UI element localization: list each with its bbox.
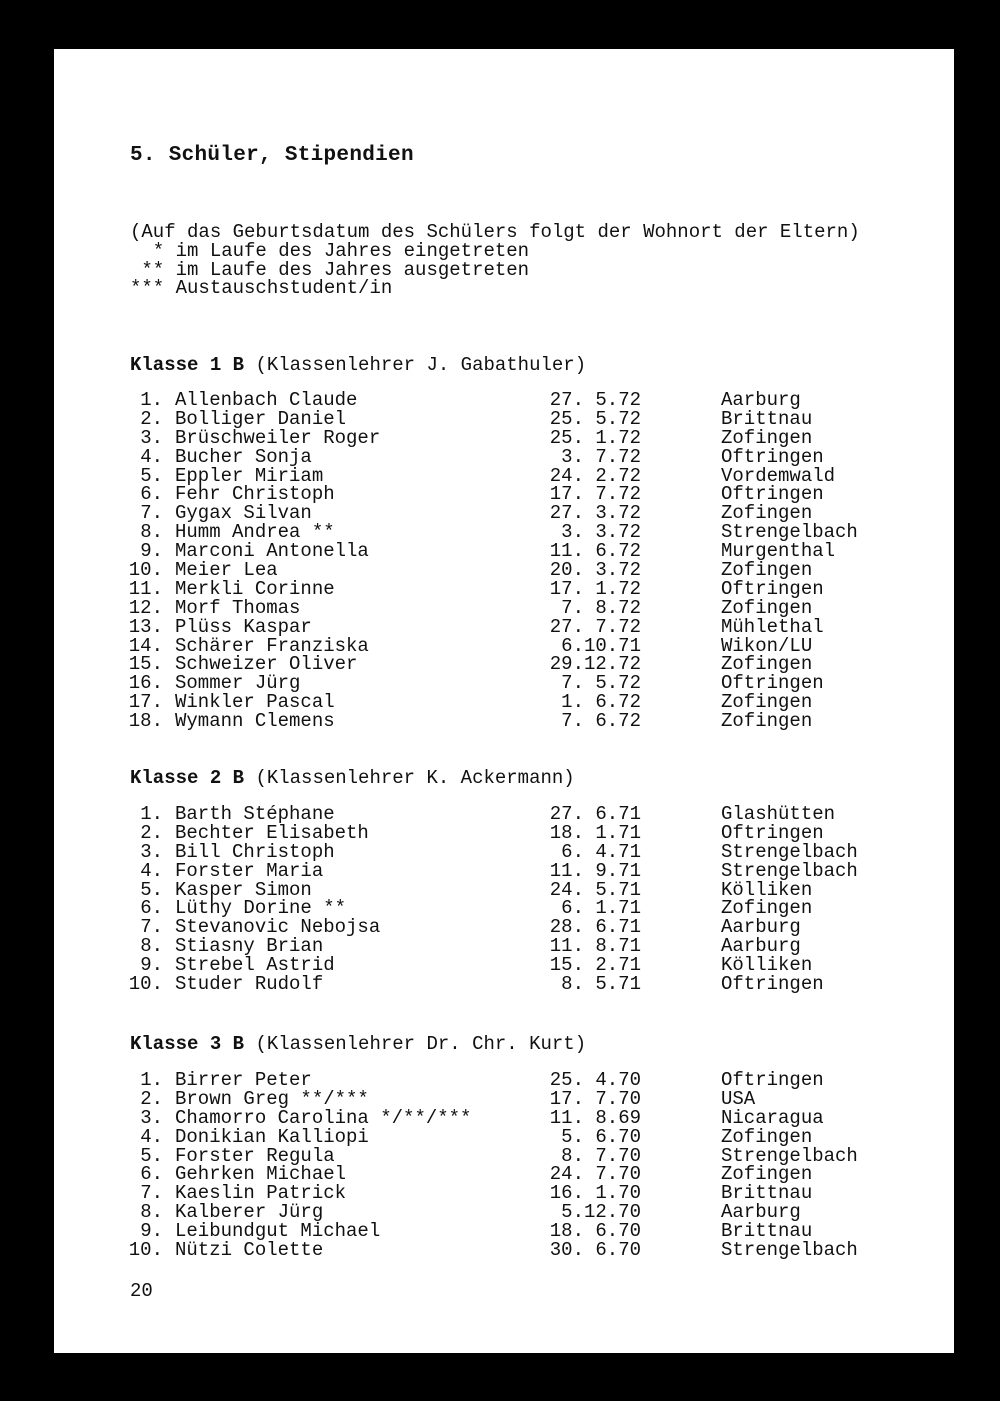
student-name: Gygax Silvan (175, 502, 312, 525)
student-num: 8. (140, 521, 163, 544)
student-num: 1. (140, 389, 163, 411)
student-list (0, 805, 1000, 994)
class-heading (130, 767, 575, 789)
student-num: 9. (140, 540, 163, 563)
student-date: 27. 7.72 (549, 615, 641, 638)
student-num: 3. (140, 1106, 163, 1129)
student-name: Humm Andrea ** (175, 521, 335, 544)
student-place: Aarburg (721, 916, 801, 939)
student-date: 8. 7.70 (561, 1144, 641, 1167)
student-num: 3. (140, 840, 163, 863)
student-name: Sommer Jürg (175, 672, 301, 695)
student-date: 11. 6.72 (549, 540, 641, 563)
student-name: Lüthy Dorine ** (175, 897, 347, 920)
student-place: Strengelbach (721, 1239, 858, 1262)
student-name: Kaeslin Patrick (175, 1182, 347, 1205)
student-num: 18. (128, 710, 163, 733)
student-name: Allenbach Claude (175, 389, 358, 411)
student-place: Wikon/LU (721, 634, 813, 657)
student-name: Schweizer Oliver (175, 653, 358, 676)
student-place: Zofingen (721, 596, 813, 619)
student-date: 7. 5.72 (561, 672, 641, 695)
section-title: 5. Schüler, Stipendien (130, 144, 414, 167)
student-date: 3. 3.72 (561, 521, 641, 544)
student-date: 17. 7.70 (549, 1087, 641, 1110)
student-place: Strengelbach (721, 1144, 858, 1167)
student-num: 5. (140, 464, 163, 487)
class-label: Klasse 1 B (130, 354, 245, 376)
class-heading (130, 1033, 586, 1055)
class-heading (130, 354, 586, 376)
student-date: 17. 1.72 (549, 577, 641, 600)
student-place: Zofingen (721, 653, 813, 676)
student-place: USA (721, 1087, 756, 1110)
student-num: 6. (140, 1163, 163, 1186)
legend-line: (Auf das Geburtsdatum des Schülers folgt der Wohnort der Eltern) (130, 221, 860, 243)
student-name: Gehrken Michael (175, 1163, 347, 1186)
student-date: 11. 8.71 (549, 935, 641, 958)
student-date: 15. 2.71 (549, 954, 641, 977)
student-num: 6. (140, 897, 163, 920)
student-name: Strebel Astrid (175, 954, 335, 977)
class-teacher: (Klassenlehrer Dr. Chr. Kurt) (255, 1033, 587, 1055)
student-place: Murgenthal (721, 540, 836, 563)
student-place: Kölliken (721, 954, 813, 977)
student-name: Stevanovic Nebojsa (175, 916, 381, 939)
page-number: 20 (130, 1280, 153, 1302)
student-place: Brittnau (721, 1182, 813, 1205)
student-name: Donikian Kalliopi (175, 1125, 369, 1148)
student-place: Oftringen (721, 973, 824, 996)
student-num: 10. (128, 973, 163, 996)
student-row (0, 821, 1000, 844)
student-date: 29.12.72 (549, 653, 641, 676)
student-num: 17. (128, 691, 163, 714)
legend-line: * im Laufe des Jahres eingetreten (130, 239, 530, 262)
student-date: 25. 1.72 (549, 426, 641, 449)
student-name: Brown Greg **/*** (175, 1087, 369, 1110)
student-name: Chamorro Carolina */**/*** (175, 1106, 472, 1129)
student-name: Marconi Antonella (175, 540, 369, 563)
student-date: 25. 5.72 (549, 407, 641, 430)
student-date: 30. 6.70 (549, 1239, 641, 1262)
student-num: 7. (140, 916, 163, 939)
student-place: Oftringen (721, 577, 824, 600)
legend-line: *** Austauschstudent/in (130, 277, 393, 300)
student-date: 7. 8.72 (561, 596, 641, 619)
student-row (0, 445, 1000, 468)
student-place: Brittnau (721, 1220, 813, 1243)
student-name: Winkler Pascal (175, 691, 335, 714)
student-num: 1. (140, 1069, 163, 1091)
student-date: 5. 6.70 (561, 1125, 641, 1148)
student-date: 6. 4.71 (561, 840, 641, 863)
student-name: Meier Lea (175, 559, 278, 582)
student-date: 18. 1.71 (549, 821, 641, 844)
student-row (0, 859, 1000, 882)
student-date: 8. 5.71 (561, 973, 641, 996)
student-place: Zofingen (721, 559, 813, 582)
student-num: 9. (140, 1220, 163, 1243)
student-date: 24. 7.70 (549, 1163, 641, 1186)
student-num: 15. (128, 653, 163, 676)
student-name: Kalberer Jürg (175, 1201, 324, 1224)
student-place: Zofingen (721, 691, 813, 714)
student-num: 4. (140, 445, 163, 468)
student-date: 25. 4.70 (549, 1069, 641, 1091)
student-row (0, 712, 1000, 731)
student-num: 7. (140, 1182, 163, 1205)
student-place: Oftringen (721, 672, 824, 695)
student-row (0, 1087, 1000, 1110)
class-label: Klasse 2 B (130, 767, 245, 789)
student-num: 7. (140, 502, 163, 525)
student-name: Wymann Clemens (175, 710, 335, 733)
student-list (0, 1071, 1000, 1260)
student-date: 16. 1.70 (549, 1182, 641, 1205)
student-date: 20. 3.72 (549, 559, 641, 582)
student-row (0, 840, 1000, 863)
student-place: Strengelbach (721, 840, 858, 863)
student-name: Bucher Sonja (175, 445, 312, 468)
student-date: 24. 5.71 (549, 878, 641, 901)
student-name: Kasper Simon (175, 878, 312, 901)
student-row (0, 1241, 1000, 1260)
student-row (0, 615, 1000, 638)
student-num: 2. (140, 821, 163, 844)
student-date: 11. 9.71 (549, 859, 641, 882)
student-name: Merkli Corinne (175, 577, 335, 600)
student-date: 3. 7.72 (561, 445, 641, 468)
class-teacher: (Klassenlehrer J. Gabathuler) (255, 354, 587, 376)
student-row (0, 975, 1000, 994)
student-place: Zofingen (721, 426, 813, 449)
student-num: 3. (140, 426, 163, 449)
student-place: Zofingen (721, 710, 813, 733)
student-date: 5.12.70 (561, 1201, 641, 1224)
student-num: 13. (128, 615, 163, 638)
student-num: 12. (128, 596, 163, 619)
student-date: 27. 3.72 (549, 502, 641, 525)
student-place: Zofingen (721, 502, 813, 525)
student-place: Oftringen (721, 821, 824, 844)
student-row (0, 426, 1000, 449)
student-num: 11. (128, 577, 163, 600)
student-date: 7. 6.72 (561, 710, 641, 733)
student-name: Barth Stéphane (175, 803, 335, 825)
student-name: Birrer Peter (175, 1069, 312, 1091)
student-name: Forster Regula (175, 1144, 335, 1167)
student-date: 28. 6.71 (549, 916, 641, 939)
student-place: Nicaragua (721, 1106, 824, 1129)
student-num: 2. (140, 407, 163, 430)
student-num: 4. (140, 859, 163, 882)
student-num: 6. (140, 483, 163, 506)
student-name: Schärer Franziska (175, 634, 369, 657)
student-num: 8. (140, 935, 163, 958)
student-row (0, 577, 1000, 600)
legend (130, 223, 860, 298)
student-name: Stiasny Brian (175, 935, 324, 958)
student-place: Aarburg (721, 935, 801, 958)
student-place: Strengelbach (721, 521, 858, 544)
student-place: Vordemwald (721, 464, 836, 487)
student-name: Bill Christoph (175, 840, 335, 863)
student-date: 17. 7.72 (549, 483, 641, 506)
student-num: 5. (140, 878, 163, 901)
student-date: 1. 6.72 (561, 691, 641, 714)
student-num: 2. (140, 1087, 163, 1110)
student-name: Bolliger Daniel (175, 407, 347, 430)
student-place: Aarburg (721, 1201, 801, 1224)
student-num: 1. (140, 803, 163, 825)
student-date: 6. 1.71 (561, 897, 641, 920)
student-name: Forster Maria (175, 859, 324, 882)
student-date: 24. 2.72 (549, 464, 641, 487)
student-name: Eppler Miriam (175, 464, 324, 487)
student-num: 16. (128, 672, 163, 695)
student-row (0, 1106, 1000, 1129)
student-date: 27. 5.72 (549, 389, 641, 411)
student-place: Strengelbach (721, 859, 858, 882)
student-row (0, 407, 1000, 430)
student-name: Fehr Christoph (175, 483, 335, 506)
student-date: 11. 8.69 (549, 1106, 641, 1129)
student-place: Kölliken (721, 878, 813, 901)
student-name: Leibundgut Michael (175, 1220, 381, 1243)
student-row (0, 1125, 1000, 1148)
student-num: 9. (140, 954, 163, 977)
student-place: Glashütten (721, 803, 836, 825)
student-place: Mühlethal (721, 615, 824, 638)
student-place: Zofingen (721, 1125, 813, 1148)
class-teacher: (Klassenlehrer K. Ackermann) (255, 767, 575, 789)
student-place: Zofingen (721, 1163, 813, 1186)
student-place: Zofingen (721, 897, 813, 920)
student-date: 27. 6.71 (549, 803, 641, 825)
student-num: 10. (128, 559, 163, 582)
student-num: 4. (140, 1125, 163, 1148)
student-place: Oftringen (721, 445, 824, 468)
student-name: Morf Thomas (175, 596, 301, 619)
student-place: Oftringen (721, 483, 824, 506)
student-place: Aarburg (721, 389, 801, 411)
student-num: 14. (128, 634, 163, 657)
student-name: Plüss Kaspar (175, 615, 312, 638)
student-row (0, 596, 1000, 619)
student-name: Bechter Elisabeth (175, 821, 369, 844)
legend-line: ** im Laufe des Jahres ausgetreten (130, 258, 530, 281)
student-name: Studer Rudolf (175, 973, 324, 996)
student-date: 6.10.71 (561, 634, 641, 657)
student-num: 5. (140, 1144, 163, 1167)
student-name: Nützi Colette (175, 1239, 324, 1262)
student-date: 18. 6.70 (549, 1220, 641, 1243)
student-num: 10. (128, 1239, 163, 1262)
student-num: 8. (140, 1201, 163, 1224)
student-place: Oftringen (721, 1069, 824, 1091)
student-place: Brittnau (721, 407, 813, 430)
student-list (0, 391, 1000, 731)
student-name: Brüschweiler Roger (175, 426, 381, 449)
class-label: Klasse 3 B (130, 1033, 245, 1055)
